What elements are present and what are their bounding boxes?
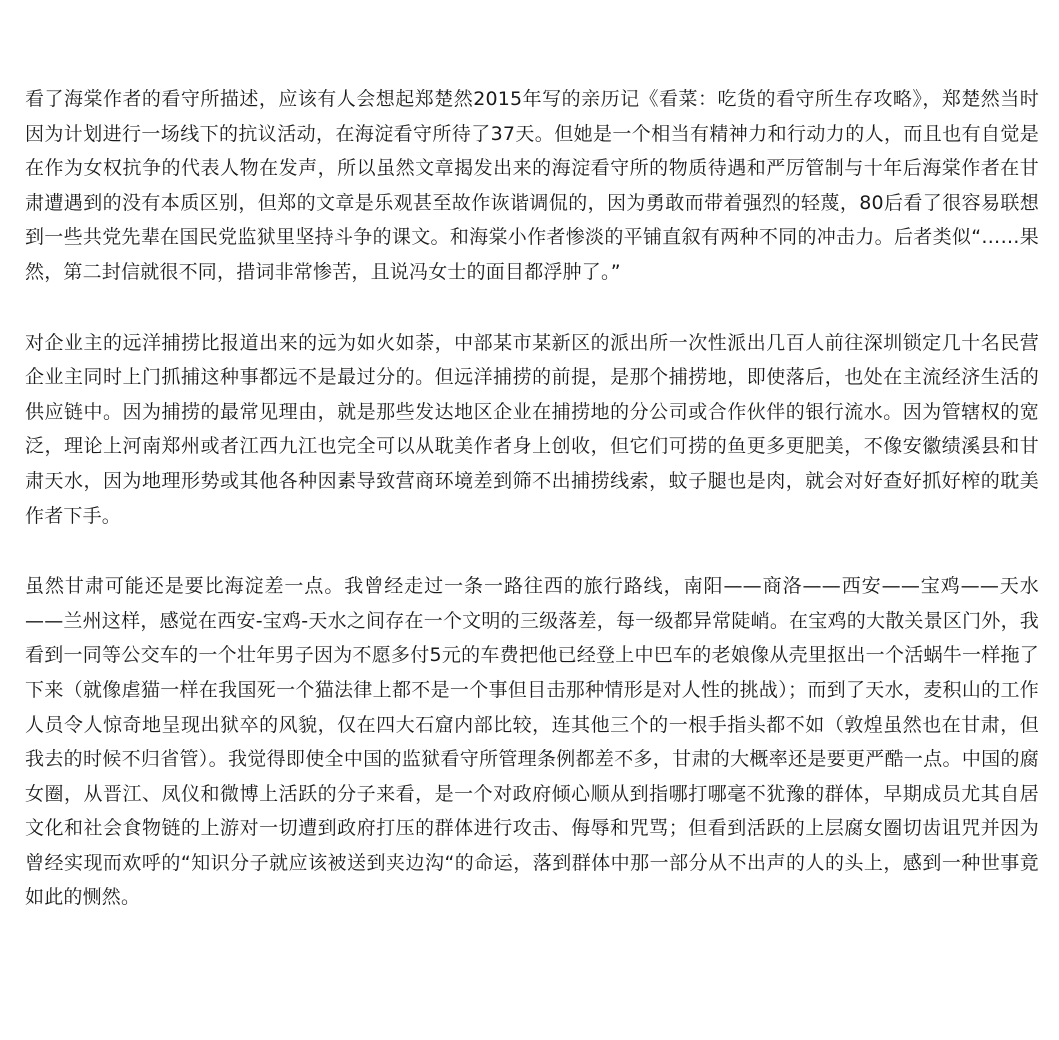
paragraph-3: 虽然甘肃可能还是要比海淀差一点。我曾经走过一条一路往西的旅行路线，南阳——商洛——西安——宝鸡——天水——兰州这样，感觉在西安-宝鸡-天水之间存在一个文明的三级落差，每一级都异常陡峭。在宝鸡的大散关景区门外，我看到一同等公交车的一个壮年男子因为不愿多付5元的车费把他已经登上中巴车的老娘像从壳里抠出一个活蜗牛一样拖了下来（就像虐猫一样在我国死一个猫法律上都不是一个事但目击那种情形是对人性的挑战）；而到了天水，麦积山的工作人员令人惊奇地呈现出狱卒的风貌，仅在四大石窟内部比较，连其他三个的一根手指头都不如（敦煌虽然也在甘肃，但我去的时候不归省管）。我觉得即使全中国的监狱看守所管理条例都差不多，甘肃的大概率还是要更严酷一点。中国的腐女圈，从晋江、凤仪和微博上活跃的分子来看，是一个对政府倾心顺从到指哪打哪毫不犹豫的群体，早期成员尤其自居文化和社会食物链的上游对一切遭到政府打压的群体进行攻击、侮辱和咒骂；但看到活跃的上层腐女圈切齿诅咒并因为曾经实现而欢呼的“知识分子就应该被送到夹边沟“的命运，落到群体中那一部分从不出声的人的头上，感到一种世事竟如此的恻然。	[25, 575, 1039, 909]
paragraph-1: 看了海棠作者的看守所描述，应该有人会想起郑楚然2015年写的亲历记《看菜：吃货的看守所生存攻略》，郑楚然当时因为计划进行一场线下的抗议活动，在海淀看守所待了37天。但她是一个相当有精神力和行动力的人，而且也有自觉是在作为女权抗争的代表人物在发声，所以虽然文章揭发出来的海淀看守所的物质待遇和严厉管制与十年后海棠作者在甘肃遭遇到的没有本质区别，但郑的文章是乐观甚至故作诙谐调侃的，因为勇敢而带着强烈的轻蔑，80后看了很容易联想到一些共党先辈在国民党监狱里坚持斗争的课文。和海棠小作者惨淡的平铺直叙有两种不同的冲击力。后者类似“……果然，第二封信就很不同，措词非常惨苦，且说冯女士的面目都浮肿了。”	[25, 88, 1039, 283]
paragraph-2: 对企业主的远洋捕捞比报道出来的远为如火如荼，中部某市某新区的派出所一次性派出几百人前往深圳锁定几十名民营企业主同时上门抓捕这种事都远不是最过分的。但远洋捕捞的前提，是那个捕捞地，即使落后，也处在主流经济生活的供应链中。因为捕捞的最常见理由，就是那些发达地区企业在捕捞地的分公司或合作伙伴的银行流水。因为管辖权的宽泛，理论上河南郑州或者江西九江也完全可以从耽美作者身上创收，但它们可捞的鱼更多更肥美，不像安徽绩溪县和甘肃天水，因为地理形势或其他各种因素导致营商环境差到筛不出捕捞线索，蚊子腿也是肉，就会对好查好抓好榨的耽美作者下手。	[25, 331, 1039, 527]
article-body	[25, 82, 1039, 951]
